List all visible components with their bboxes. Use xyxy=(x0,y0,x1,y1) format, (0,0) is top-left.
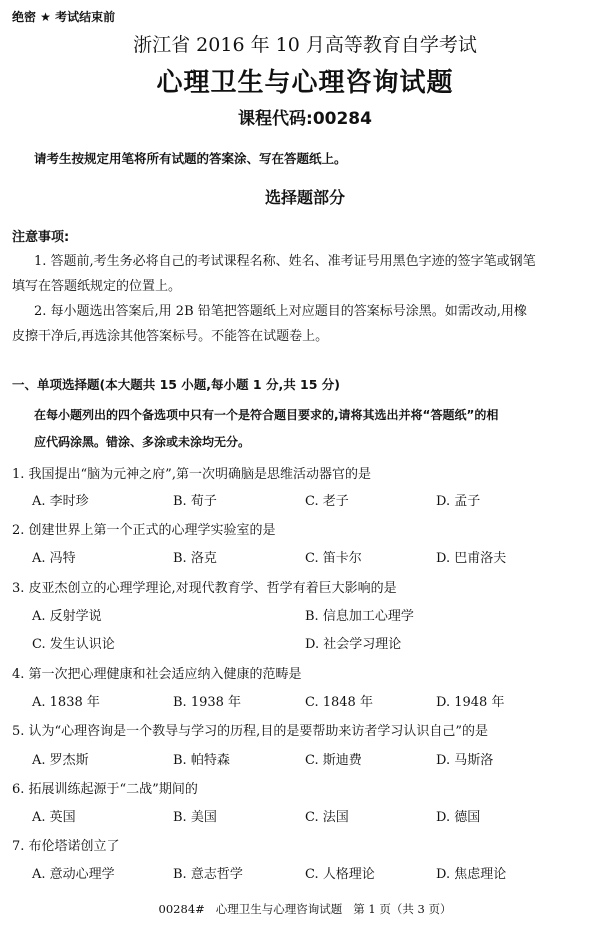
option: B. 1938 年 xyxy=(173,695,242,710)
option: C. 斯迪费 xyxy=(305,753,362,768)
option: A. 1838 年 xyxy=(32,695,100,710)
option: B. 意志哲学 xyxy=(173,867,243,882)
option: A. 反射学说 xyxy=(32,609,102,624)
option: D. 1948 年 xyxy=(436,695,505,710)
notes-heading: 注意事项: xyxy=(12,230,70,245)
option: B. 美国 xyxy=(173,810,217,825)
option: C. 笛卡尔 xyxy=(305,551,362,566)
section-description: 在每小题列出的四个备选项中只有一个是符合题目要求的,请将其选出并将“答题纸”的相 xyxy=(34,408,499,422)
option: C. 法国 xyxy=(305,810,349,825)
section-description: 应代码涂黑。错涂、多涂或未涂均无分。 xyxy=(34,435,251,449)
option: D. 孟子 xyxy=(436,494,481,509)
option: A. 冯特 xyxy=(32,551,76,566)
question-stem: 6. 拓展训练起源于“二战”期间的 xyxy=(12,782,198,797)
question-stem: 3. 皮亚杰创立的心理学理论,对现代教育学、哲学有着巨大影响的是 xyxy=(12,581,397,596)
question-stem: 2. 创建世界上第一个正式的心理学实验室的是 xyxy=(12,523,276,538)
course-code: 课程代码:00284 xyxy=(238,109,372,129)
option: A. 李时珍 xyxy=(32,494,89,509)
part-title: 选择题部分 xyxy=(264,188,345,207)
note-line: 2. 每小题选出答案后,用 2B 铅笔把答题纸上对应题目的答案标号涂黑。如需改动,用橡 xyxy=(34,304,527,319)
option: A. 罗杰斯 xyxy=(32,753,89,768)
answer-instruction: 请考生按规定用笔将所有试题的答案涂、写在答题纸上。 xyxy=(34,151,347,166)
option: C. 人格理论 xyxy=(305,867,375,882)
exam-title: 浙江省 2016 年 10 月高等教育自学考试 xyxy=(133,34,477,56)
option: A. 意动心理学 xyxy=(32,867,115,882)
note-line: 皮擦干净后,再选涂其他答案标号。不能答在试题卷上。 xyxy=(12,329,329,344)
option: C. 1848 年 xyxy=(305,695,373,710)
question-stem: 5. 认为“心理咨询是一个教导与学习的历程,目的是要帮助来访者学习认识自己”的是 xyxy=(12,724,488,739)
option: D. 马斯洛 xyxy=(436,753,494,768)
option: D. 德国 xyxy=(436,810,481,825)
option: B. 洛克 xyxy=(173,551,217,566)
question-stem: 7. 布伦塔诺创立了 xyxy=(12,839,120,854)
section-title: 一、单项选择题(本大题共 15 小题,每小题 1 分,共 15 分) xyxy=(12,377,341,392)
question-stem: 4. 第一次把心理健康和社会适应纳入健康的范畴是 xyxy=(12,667,302,682)
option: D. 焦虑理论 xyxy=(436,867,507,882)
option: C. 老子 xyxy=(305,494,349,509)
option: C. 发生认识论 xyxy=(32,637,115,652)
option: B. 荀子 xyxy=(173,494,217,509)
option: A. 英国 xyxy=(32,810,76,825)
page-footer: 00284# 心理卫生与心理咨询试题 第 1 页（共 3 页） xyxy=(158,902,452,916)
question-stem: 1. 我国提出“脑为元神之府”,第一次明确脑是思维活动器官的是 xyxy=(12,467,371,482)
paper-title: 心理卫生与心理咨询试题 xyxy=(156,68,454,98)
note-line: 填写在答题纸规定的位置上。 xyxy=(12,279,182,294)
option: D. 社会学习理论 xyxy=(305,637,402,652)
option: B. 信息加工心理学 xyxy=(305,609,414,624)
option: B. 帕特森 xyxy=(173,753,230,768)
option: D. 巴甫洛夫 xyxy=(436,551,507,566)
note-line: 1. 答题前,考生务必将自己的考试课程名称、姓名、准考证号用黑色字迹的签字笔或钢笔 xyxy=(34,254,536,269)
confidential-label: 绝密 ★ 考试结束前 xyxy=(12,10,116,24)
